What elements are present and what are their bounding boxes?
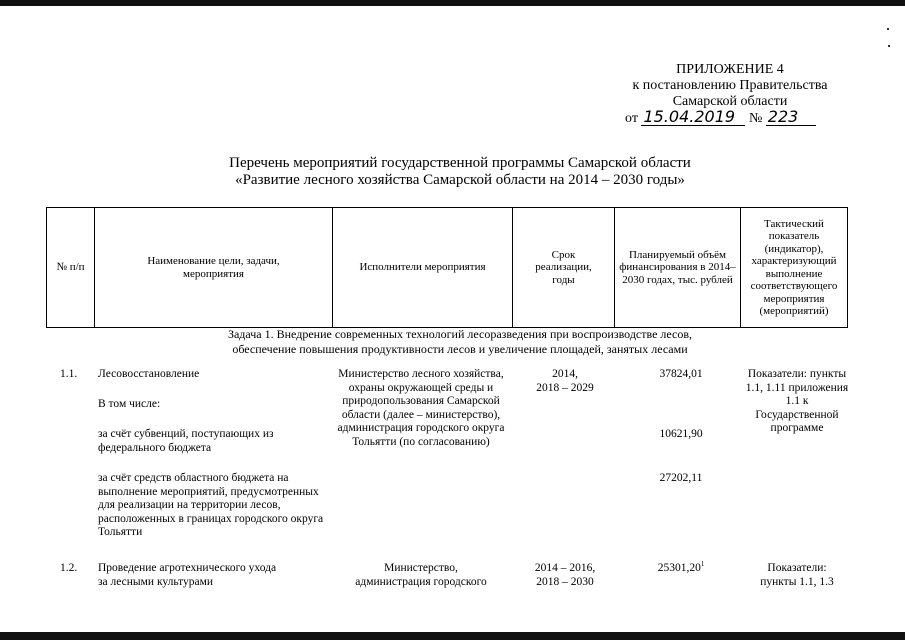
row-amount-regional: 27202,11 <box>659 472 703 484</box>
row-amount <box>620 562 742 576</box>
header-executors: Исполнители мероприятия <box>333 208 513 328</box>
row-term <box>515 562 615 589</box>
document-title-line2: «Развитие лесного хозяйства Самарской области на 2014 – 2030 годы» <box>235 172 685 188</box>
scan-speck <box>888 45 890 47</box>
header-term: Срок реализации, годы <box>513 208 615 328</box>
row-executor-line2: администрация городского <box>355 575 487 588</box>
row-executor <box>330 562 512 589</box>
row-number: 1.2. <box>60 562 78 574</box>
row-number: 1.1. <box>60 368 78 380</box>
handwritten-date: 15.04.2019 <box>641 109 745 126</box>
row-term-line1: 2014, <box>552 368 578 380</box>
document-title-line1: Перечень мероприятий государственной программы Самарской области <box>229 155 691 171</box>
date-prefix: от <box>625 111 638 126</box>
appendix-date-number <box>625 109 816 127</box>
row-term-line1: 2014 – 2016, <box>534 562 596 574</box>
number-prefix: № <box>748 111 763 126</box>
row-name-line2: за лесными культурами <box>98 575 214 588</box>
task-line1: Задача 1. Внедрение современных технологий лесоразведения при воспроизводстве лесов, <box>227 327 693 341</box>
scan-bottom-edge <box>0 632 905 640</box>
table-header <box>46 207 848 328</box>
row-indicator-line2: пункты 1.1, 1.3 <box>760 575 834 588</box>
row-executor-line1: Министерство, <box>384 562 458 574</box>
row-sub-regional: за счёт средств областного бюджета на выполнение мероприятий, предусмотренных для реализации на территории лесов, расположенных в границах городского округа Тольятти <box>98 472 324 538</box>
row-executor: Министерство лесного хозяйства, охраны окружающей среды и природопользования Самарской области (далее – министерство), администрация городского округа Тольятти (по согласованию) <box>337 368 505 448</box>
document-title <box>120 155 800 189</box>
row-indicator: Показатели: пункты 1.1, 1.11 приложения 1.1 к Государственной программе <box>745 368 849 434</box>
header-financing: Планируемый объём финансирования в 2014–2030 годах, тыс. рублей <box>615 208 741 328</box>
scan-speck <box>887 28 889 30</box>
row-term <box>515 368 615 395</box>
row-sub-federal: за счёт субвенций, поступающих из федерального бюджета <box>98 428 274 454</box>
header-num: № п/п <box>47 208 95 328</box>
scan-top-edge <box>0 0 905 6</box>
row-name-line1: Проведение агротехнического ухода <box>98 562 277 574</box>
row-term-line2: 2018 – 2029 <box>536 381 594 394</box>
row-sub-label: В том числе: <box>98 398 161 410</box>
row-amount-federal: 10621,90 <box>659 428 703 440</box>
row-name <box>98 562 276 589</box>
header-indicator: Тактический показатель (индикатор), характеризующий выполнение соответствующего мероприятия (мероприятий) <box>741 208 848 328</box>
appendix-header <box>600 62 860 110</box>
appendix-resolution-line: к постановлению Правительства <box>632 78 828 93</box>
row-term-line2: 2018 – 2030 <box>536 575 594 588</box>
appendix-title: ПРИЛОЖЕНИЕ 4 <box>676 62 784 77</box>
row-amount-value: 25301,20 <box>657 562 701 574</box>
task-heading <box>150 327 770 357</box>
handwritten-number: 223 <box>766 109 816 126</box>
task-line2: обеспечение повышения продуктивности лесов и увеличение площадей, занятых лесами <box>232 342 688 356</box>
row-indicator-line1: Показатели: <box>767 562 827 574</box>
row-indicator <box>743 562 851 589</box>
row-name: Лесовосстановление <box>98 368 200 380</box>
appendix-region-line: Самарской области <box>672 94 788 109</box>
footnote-marker: 1 <box>700 560 705 569</box>
header-row <box>47 208 848 328</box>
header-name: Наименование цели, задачи, мероприятия <box>95 208 333 328</box>
row-amount-total: 37824,01 <box>659 368 703 380</box>
